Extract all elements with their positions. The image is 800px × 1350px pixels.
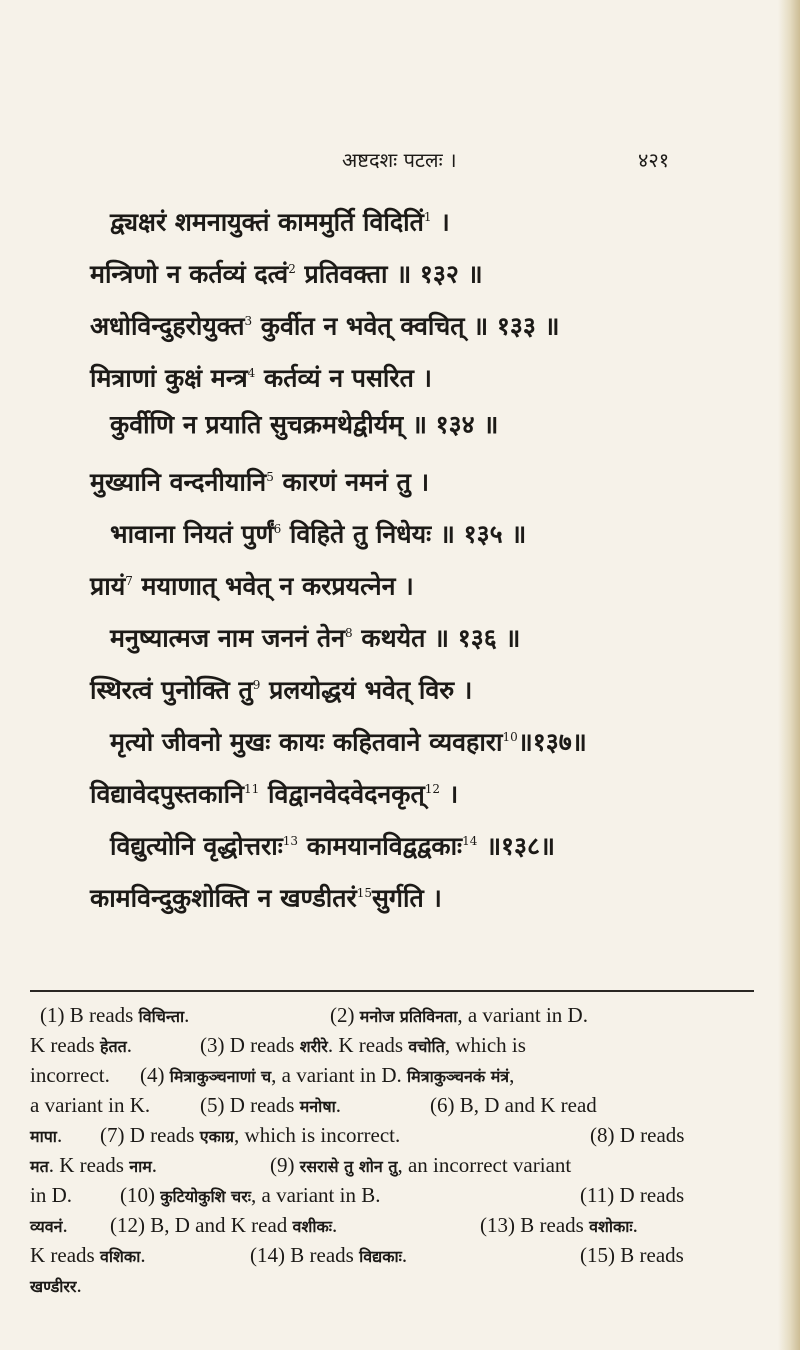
verse-line: मुख्यानि वन्दनीयानि$^5$ कारणं नमनं तु । <box>90 467 430 497</box>
verse-line: मन्त्रिणो न कर्तव्यं दत्वं$^2$ प्रतिवक्ता ॥ १३२ ॥ <box>90 259 483 289</box>
footnote: (13) B reads वशोकाः. <box>480 1213 638 1237</box>
page-edge-shadow <box>778 0 800 1350</box>
footnote: (12) B, D and K read वशीकः. <box>110 1213 338 1237</box>
footnote: (7) D reads एकाग्र, which is incorrect. <box>100 1123 401 1147</box>
verse-line: विद्युत्योनि वृद्धोत्तराः$^{13}$ कामयानविद्वद्वकाः$^{14}$ ॥१३८॥ <box>110 831 556 861</box>
chapter-title: अष्टदशः पटलः । <box>342 148 457 172</box>
footnote: (3) D reads शरीरे. K reads वचोति, which is <box>200 1033 526 1057</box>
page-number: ४२१ <box>638 148 670 172</box>
footnote: खण्डीरर. <box>30 1273 82 1297</box>
footnote: मत. K reads नाम. <box>30 1153 158 1177</box>
footnote: (4) मित्राकुञ्चनाणां च, a variant in D. मित्राकुञ्चनकं मंत्रं, <box>140 1063 515 1087</box>
verse-line: कामविन्दुकुशोक्ति न खण्डीतरं$^{15}$सुर्गति । <box>90 883 442 913</box>
footnote: मापा. <box>30 1123 63 1147</box>
footnote: (6) B, D and K read <box>430 1093 597 1117</box>
footnote: incorrect. <box>30 1063 110 1087</box>
verse-line: भावाना नियतं पुर्णं$^6$ विहिते तु निधेयः ॥ १३५ ॥ <box>110 519 527 549</box>
verse-line: मनुष्यात्मज नाम जननं तेन$^8$ कथयेत ॥ १३६ ॥ <box>110 623 521 653</box>
footnote: K reads वशिका. <box>30 1243 146 1267</box>
footnote: (5) D reads मनोषा. <box>200 1093 341 1117</box>
footnote: (8) D reads <box>590 1123 685 1147</box>
footnote: (14) B reads विद्यकाः. <box>250 1243 408 1267</box>
verse-line: मित्राणां कुक्षं मन्त्र$^4$ कर्तव्यं न पसरित । <box>90 363 433 393</box>
footnote: (15) B reads <box>580 1243 684 1267</box>
verse-line: मृत्यो जीवनो मुखः कायः कहितवाने व्यवहारा$^{10}$॥१३७॥ <box>110 727 587 757</box>
verse-line: स्थिरत्वं पुनोक्ति तु$^9$ प्रलयोद्धयं भवेत् विरु । <box>90 675 473 705</box>
footnote: (1) B reads विचिन्ता. <box>40 1003 190 1027</box>
footnote: (10) कुटियोकुशि चरः, a variant in B. <box>120 1183 381 1207</box>
verse-line: अधोविन्दुहरोयुक्त$^3$ कुर्वीत न भवेत् क्वचित् ॥ १३३ ॥ <box>90 311 560 341</box>
footnote: व्यवनं. <box>30 1213 68 1237</box>
footnote: a variant in K. <box>30 1093 151 1117</box>
footnote: (11) D reads <box>580 1183 685 1207</box>
footnote: K reads हेतत. <box>30 1033 132 1057</box>
verse-line: द्व्यक्षरं शमनायुक्तं काममुर्ति विदितिं$^1$ । <box>110 207 450 237</box>
footnote-separator <box>30 990 754 992</box>
footnote: in D. <box>30 1183 72 1207</box>
verse-line: कुर्वीणि न प्रयाति सुचक्रमथेद्वीर्यम् ॥ १३४ ॥ <box>110 410 499 439</box>
verse-line: प्रायं$^7$ मयाणात् भवेत् न करप्रयत्नेन । <box>90 571 414 601</box>
running-header <box>0 146 800 176</box>
footnote: (9) रसरासे तु शोन तु, an incorrect variant <box>270 1153 572 1177</box>
footnote: (2) मनोज प्रतिविनता, a variant in D. <box>330 1003 588 1027</box>
verse-line: विद्यावेदपुस्तकानि$^{11}$ विद्वानवेदवेदनकृत्$^{12}$ । <box>90 779 459 809</box>
